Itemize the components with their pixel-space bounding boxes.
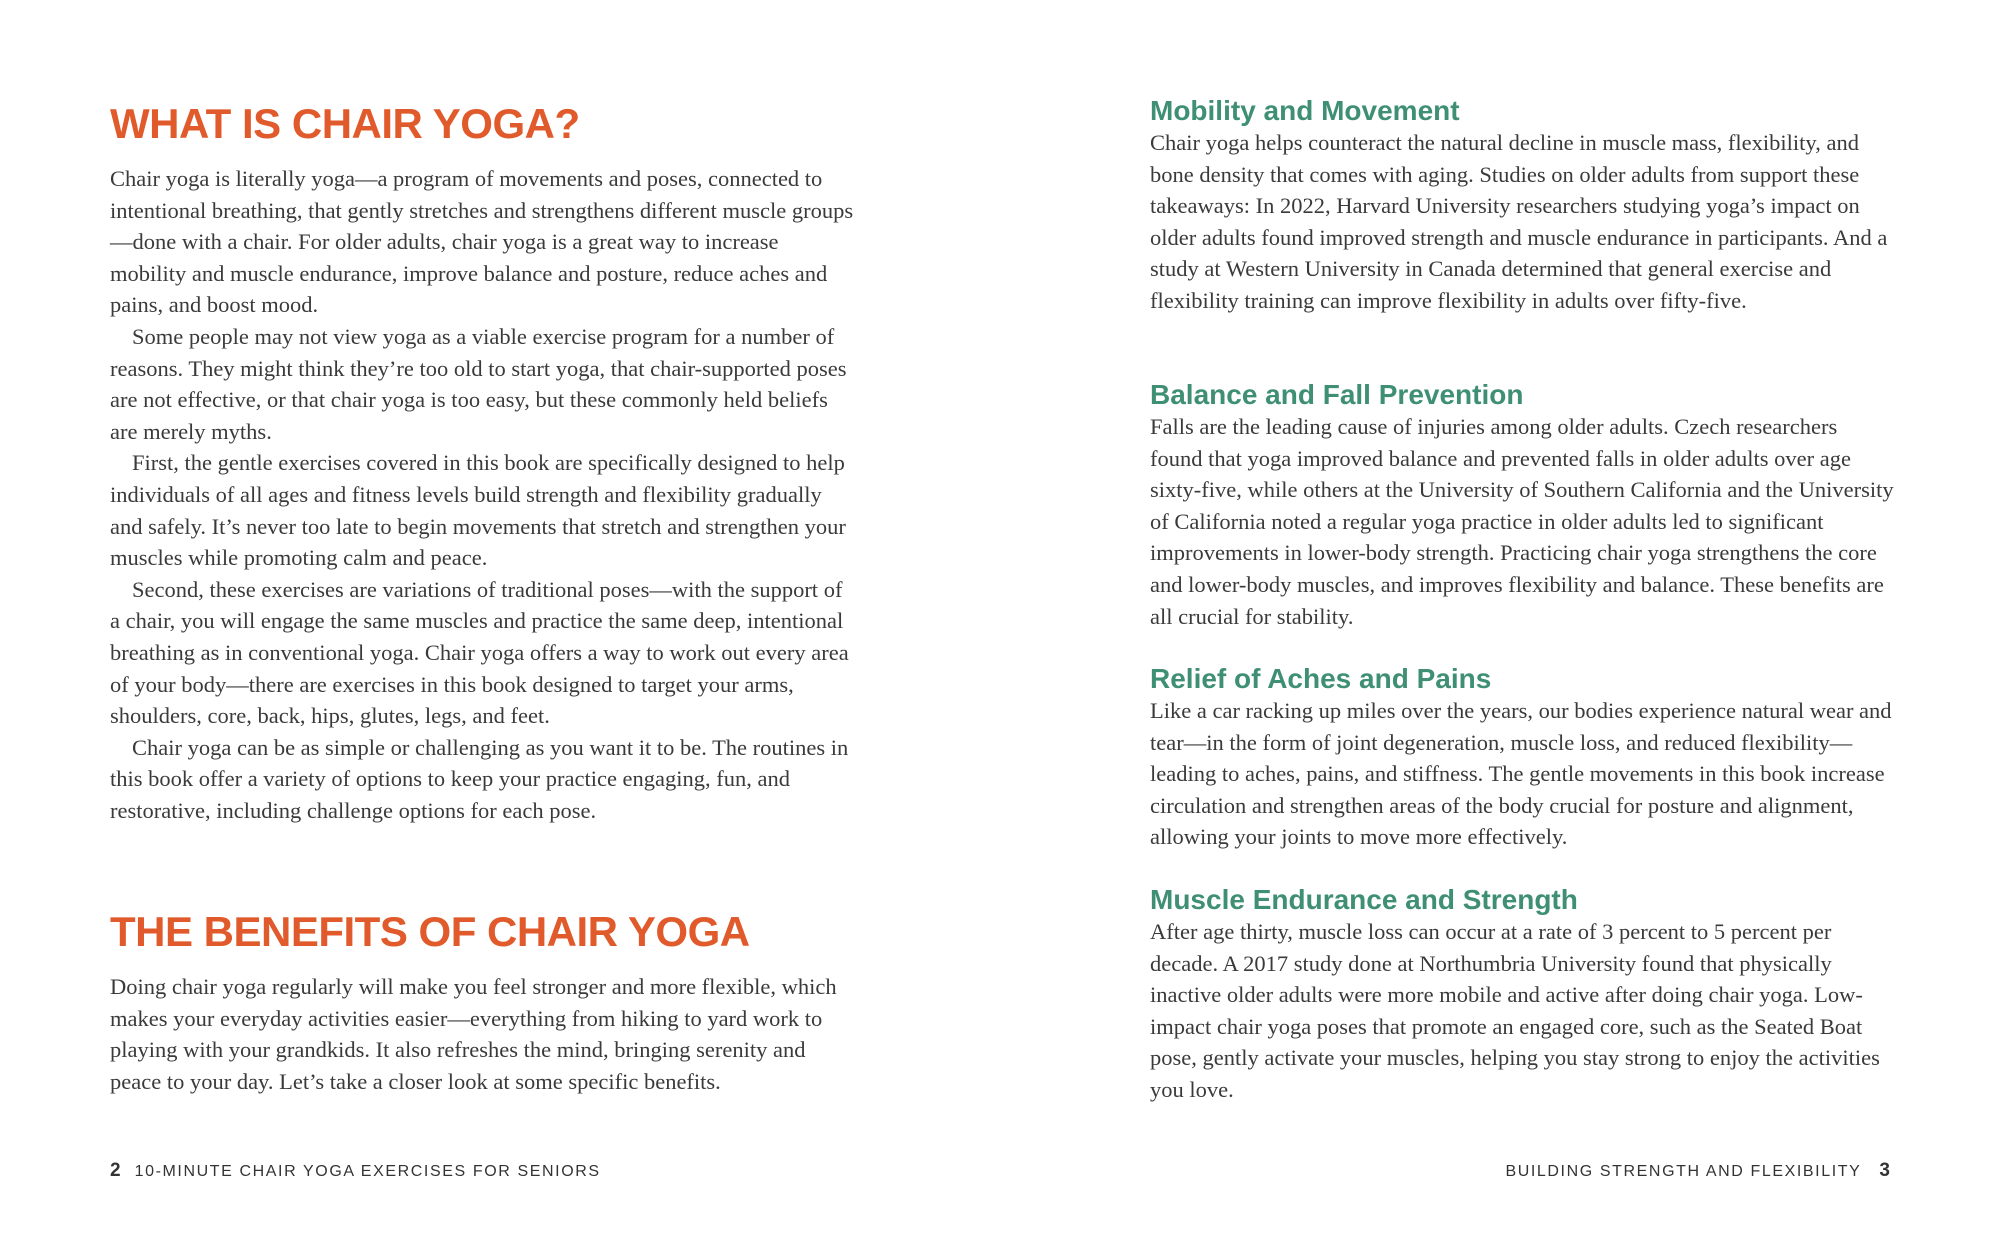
page-number: 3 [1879,1160,1890,1181]
section-heading: Muscle Endurance and Strength [1150,884,1578,915]
section-heading: Mobility and Movement [1150,95,1460,126]
paragraph: Chair yoga is literally yoga—a program of movements and poses, connected to intentional breathing, that gently stretches and strengthens different muscle groups—done with a chair. For older adults, chair yoga is a great way to increase mobility and muscle endurance, improve balance and posture, reduce aches and pains, and boost mood. [110,166,854,318]
right-page [1150,0,1895,1233]
paragraph: Doing chair yoga regularly will make you feel stronger and more flexible, which makes your everyday activities easier—everything from hiking to yard work to playing with your grandkids. It also refreshes the mind, bringing serenity and peace to your day. Let’s take a closer look at some specific benefits. [110,974,837,1094]
section-endurance [1150,884,1895,1106]
paragraph: Falls are the leading cause of injuries among older adults. Czech researchers found that yoga improved balance and prevented falls in older adults over age sixty-five, while others at the University of Southern California and the University of California noted a regular yoga practice in older adults led to significant improvements in lower-body strength. Practicing chair yoga strengthens the core and lower-body muscles, and improves flexibility and balance. These benefits are all crucial for stability. [1150,414,1894,629]
section-heading: Balance and Fall Prevention [1150,379,1524,410]
footer-left [110,1160,601,1182]
paragraph: Some people may not view yoga as a viable exercise program for a number of reasons. They might think they’re too old to start yoga, that chair-supported poses are not effective, or that chair yoga is too easy, but these commonly held beliefs are merely myths. [110,323,847,444]
heading-what-is-chair-yoga: WHAT IS CHAIR YOGA? [110,100,580,147]
paragraph: Second, these exercises are variations of traditional poses—with the support of a chair, you will engage the same muscles and practice the same deep, intentional breathing as in conventional yoga. Chair yoga offers a way to work out every area of your body—there are exercises in this book designed to target your arms, shoulders, core, back, hips, glutes, legs, and feet. [110,576,849,729]
paragraph: First, the gentle exercises covered in this book are specifically designed to help individuals of all ages and fitness levels build strength and flexibility gradually and safely. It’s never too late to begin movements that stretch and strengthen your muscles while promoting calm and peace. [110,450,846,571]
running-title: 10-MINUTE CHAIR YOGA EXERCISES FOR SENIORS [134,1163,601,1180]
section-text [1150,411,1895,632]
paragraph: Chair yoga can be as simple or challenging as you want it to be. The routines in this book offer a variety of options to keep your practice engaging, fun, and restorative, including challenge options for each pose. [110,734,849,823]
benefits-intro-text [110,971,855,1097]
footer-right [1505,1160,1890,1182]
paragraph: Chair yoga helps counteract the natural decline in muscle mass, flexibility, and bone density that comes with aging. Studies on older adults from support these takeaways: In 2022, Harvard University researchers studying yoga’s impact on older adults found improved strength and muscle endurance in participants. And a study at Western University in Canada determined that general exercise and flexibility training can improve flexibility in adults over fifty-five. [1150,130,1888,313]
running-title: BUILDING STRENGTH AND FLEXIBILITY [1505,1163,1862,1180]
page-number: 2 [110,1160,121,1181]
section-relief [1150,663,1895,853]
section-text [1150,127,1895,317]
paragraph: After age thirty, muscle loss can occur at a rate of 3 percent to 5 percent per decade. A 2017 study done at Northumbria University found that physically inactive older adults were more mobile and active after doing chair yoga. Low-impact chair yoga poses that promote an engaged core, such as the Seated Boat pose, gently activate your muscles, helping you stay strong to enjoy the activities you love. [1150,919,1880,1102]
left-page [110,0,870,1233]
section-mobility [1150,95,1895,317]
section-text [1150,916,1895,1106]
heading-benefits-of-chair-yoga: THE BENEFITS OF CHAIR YOGA [110,908,750,955]
section-heading: Relief of Aches and Pains [1150,663,1492,694]
paragraph: Like a car racking up miles over the years, our bodies experience natural wear and tear—in the form of joint degeneration, muscle loss, and reduced flexibility—leading to aches, pains, and stiffness. The gentle movements in this book increase circulation and strengthen areas of the body crucial for posture and alignment, allowing your joints to move more effectively. [1150,698,1892,850]
intro-text-block [110,163,855,826]
section-text [1150,695,1895,853]
section-balance [1150,379,1895,632]
